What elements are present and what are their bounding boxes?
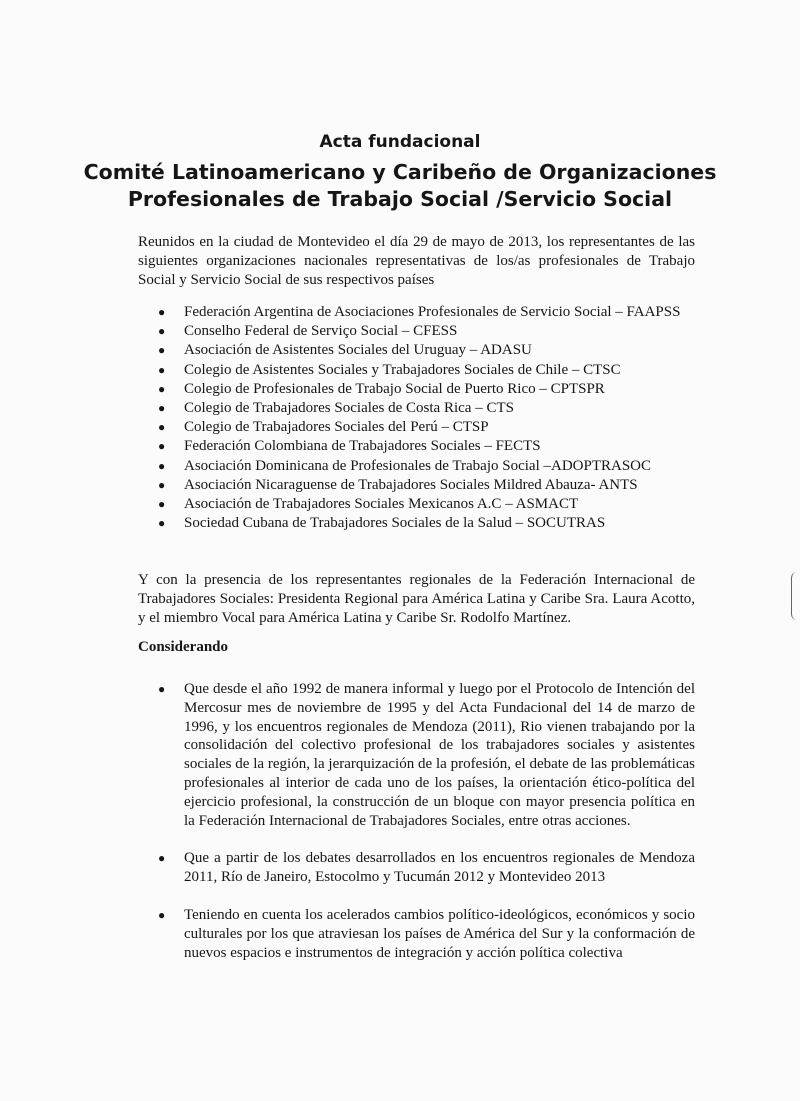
list-item-text: Colegio de Trabajadores Sociales del Perú – CTSP bbox=[184, 419, 489, 436]
document-title bbox=[0, 159, 800, 213]
list-item bbox=[149, 361, 695, 380]
list-item bbox=[149, 399, 695, 418]
list-item-text: Asociación Nicaraguense de Trabajadores Sociales Mildred Abauza- ANTS bbox=[184, 476, 638, 493]
bullet-icon: ● bbox=[158, 420, 166, 435]
bullet-icon: ● bbox=[158, 324, 166, 339]
bullet-icon: ● bbox=[158, 343, 166, 358]
list-item bbox=[149, 303, 695, 322]
bullet-icon: ● bbox=[158, 439, 166, 454]
list-item-text: Que a partir de los debates desarrollados en los encuentros regionales de Mendoza 2011, Río de Janeiro, Estocolmo y Tucumán 2012 y Montevideo 2013 bbox=[184, 850, 695, 886]
list-item-text: Colegio de Profesionales de Trabajo Social de Puerto Rico – CPTSPR bbox=[184, 380, 605, 397]
list-item bbox=[149, 906, 695, 962]
document-title-line-1: Comité Latinoamericano y Caribeño de Organizaciones bbox=[83, 160, 717, 184]
bullet-icon: ● bbox=[158, 381, 166, 396]
list-item-text: Colegio de Asistentes Sociales y Trabajadores Sociales de Chile – CTSC bbox=[184, 361, 621, 378]
bullet-icon: ● bbox=[158, 907, 166, 922]
list-item bbox=[149, 322, 695, 341]
list-item bbox=[149, 514, 695, 533]
considerando-heading: Considerando bbox=[138, 639, 229, 655]
list-item-text: Asociación de Trabajadores Sociales Mexicanos A.C – ASMACT bbox=[184, 496, 579, 513]
bullet-icon: ● bbox=[158, 305, 166, 319]
list-item-text: Conselho Federal de Serviço Social – CFESS bbox=[184, 323, 458, 340]
list-item bbox=[149, 457, 695, 476]
list-item bbox=[149, 680, 695, 830]
scan-edge-mark bbox=[791, 572, 800, 620]
list-item-text: Asociación Dominicana de Profesionales de Trabajo Social –ADOPTRASOC bbox=[184, 457, 652, 474]
bullet-icon: ● bbox=[158, 477, 166, 492]
list-item bbox=[149, 341, 695, 360]
intro-paragraph: Reunidos en la ciudad de Montevideo el día 29 de mayo de 2013, los representantes de las siguientes organizaciones nacionales representativas de los/as profesionales de Trabajo Social y Servicio Social de sus respectivos países bbox=[138, 234, 695, 288]
list-item bbox=[149, 380, 695, 399]
list-item-text: Asociación de Asistentes Sociales del Uruguay – ADASU bbox=[184, 342, 532, 359]
bullet-icon: ● bbox=[158, 458, 166, 473]
bullet-icon: ● bbox=[158, 362, 166, 377]
list-item-text: Federación Colombiana de Trabajadores Sociales – FECTS bbox=[184, 438, 541, 455]
list-item-text: Federación Argentina de Asociaciones Profesionales de Servicio Social – FAAPSS bbox=[184, 304, 681, 320]
list-item-text: Que desde el año 1992 de manera informal y luego por el Protocolo de Intención del Mercosur mes de noviembre de 1995 y del Acta Fundacional del 14 de marzo de 1996, y los encuentros regionales de Mendoza (2011), Rio vienen trabajando por la consolidación del colectivo profesional de los trabajadores sociales y asistentes sociales de la región, la jerarquización de la profesión, el debate de las problemáticas profesionales al interior de cada uno de los países, la orientación ético-política del ejercicio profesional, la construcción de un bloque con mayor presencia política en la Federación Internacional de Trabajadores Sociales, entre otras acciones. bbox=[184, 681, 695, 829]
bullet-icon: ● bbox=[158, 851, 166, 866]
bullet-icon: ● bbox=[158, 401, 166, 416]
list-item-text: Teniendo en cuenta los acelerados cambios político-ideológicos, económicos y socio culturales por los que atraviesan los países de América del Sur y la conformación de nuevos espacios e instrumentos de integración y acción política colectiva bbox=[184, 906, 695, 961]
document-title-line-2: Profesionales de Trabajo Social /Servicio Social bbox=[127, 187, 673, 211]
list-item-text: Colegio de Trabajadores Sociales de Costa Rica – CTS bbox=[184, 400, 514, 417]
document-subtitle: Acta fundacional bbox=[319, 132, 481, 152]
organizations-list bbox=[149, 303, 695, 533]
list-item bbox=[149, 476, 695, 495]
considerando-list bbox=[149, 680, 695, 962]
list-item bbox=[149, 418, 695, 437]
presence-paragraph: Y con la presencia de los representantes regionales de la Federación Internacional de Trabajadores Sociales: Presidenta Regional para América Latina y Caribe Sra. Laura Acotto, y el miembro Vocal para América Latina y Caribe Sr. Rodolfo Martínez. bbox=[138, 572, 695, 626]
list-item-text: Sociedad Cubana de Trabajadores Sociales de la Salud – SOCUTRAS bbox=[184, 515, 606, 532]
list-item bbox=[149, 495, 695, 514]
bullet-icon: ● bbox=[158, 516, 166, 531]
list-item bbox=[149, 437, 695, 456]
list-item bbox=[149, 849, 695, 887]
bullet-icon: ● bbox=[158, 497, 166, 512]
bullet-icon: ● bbox=[158, 682, 166, 696]
